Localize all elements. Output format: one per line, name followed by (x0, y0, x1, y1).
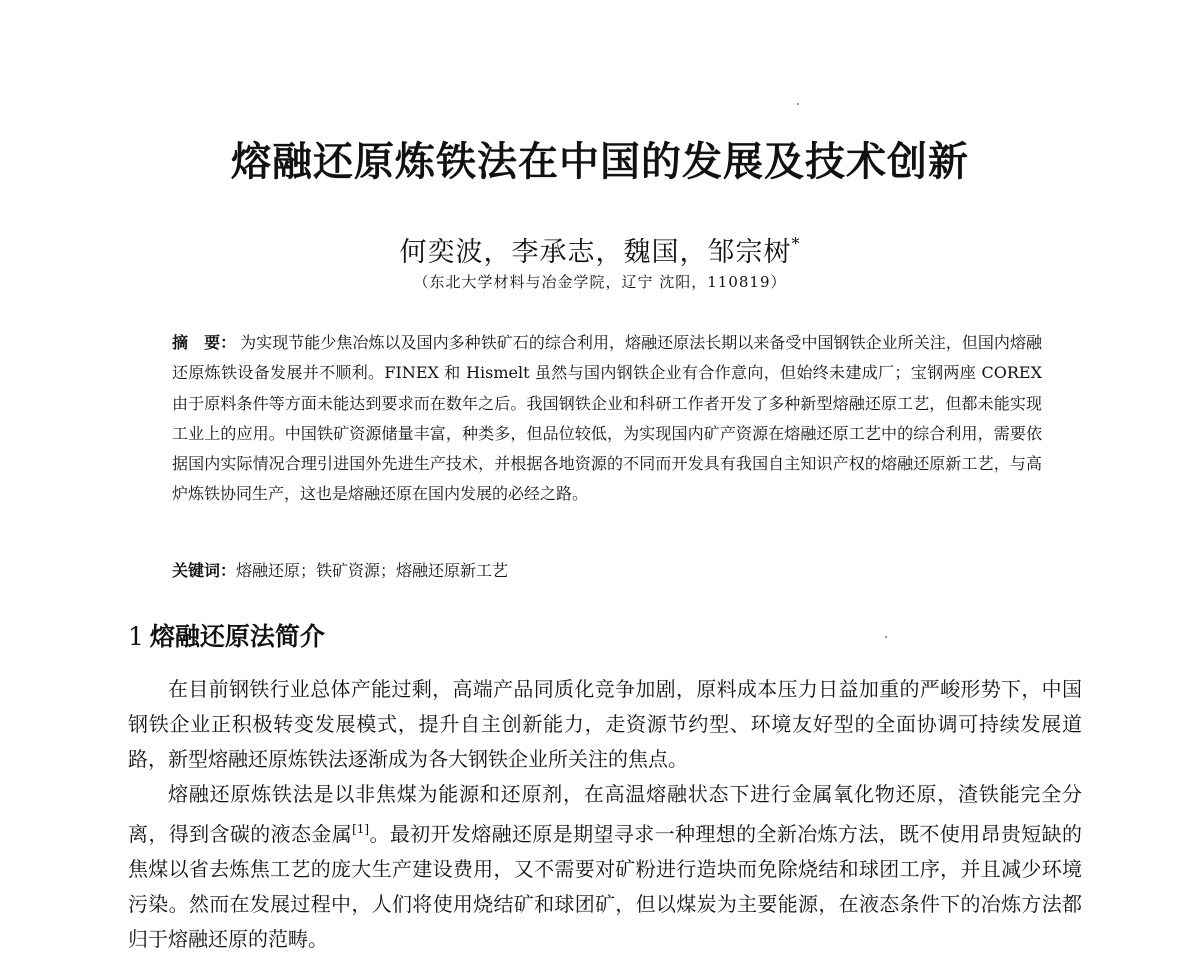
section-title: 熔融还原法简介 (149, 622, 325, 651)
paragraph-text: 熔融还原炼铁法是以非焦煤为能源和还原剂，在高温熔融状态下进行金属氧化物还原，渣铁能完全分离，得到含碳的液态金属 (128, 782, 1082, 846)
body-paragraph (128, 777, 1082, 957)
citation-ref[interactable]: [1] (352, 822, 370, 836)
body-paragraph: 在目前钢铁行业总体产能过剩，高端产品同质化竞争加剧，原料成本压力日益加重的严峻形势下，中国钢铁企业正积极转变发展模式，提升自主创新能力，走资源节约型、环境友好型的全面协调可持续发展道路，新型熔融还原炼铁法逐渐成为各大钢铁企业所关注的焦点。 (128, 677, 1082, 771)
author-affiliation: （东北大学材料与冶金学院，辽宁 沈阳，110819） (413, 273, 787, 291)
keywords (172, 556, 1042, 586)
scan-speck (885, 636, 887, 638)
keywords-label: 关键词： (172, 561, 237, 580)
section-number: 1 (128, 622, 144, 651)
scan-speck (797, 103, 799, 105)
author-list (0, 224, 1200, 273)
section-heading (128, 615, 325, 659)
paper-title: 熔融还原炼铁法在中国的发展及技术创新 (231, 139, 969, 185)
abstract-text: 为实现节能少焦冶炼以及国内多种铁矿石的综合利用，熔融还原法长期以来备受中国钢铁企业所关注，但国内熔融还原炼铁设备发展并不顺利。FINEX 和 Hismelt 虽然与国内钢铁企业有合作意向，但始终未建成厂；宝钢两座 COREX 由于原料条件等方面未能达到要求而在数年之后。我国钢铁企业和科研工作者开发了多种新型熔融还原工艺，但都未能实现工业上的应用。中国铁矿资源储量丰富，种类多，但品位较低，为实现国内矿产资源在熔融还原工艺中的综合利用，需要依据国内实际情况合理引进国外先进生产技术，并根据各地资源的不同而开发具有我国自主知识产权的熔融还原新工艺，与高炉炼铁协同生产，这也是熔融还原在国内发展的必经之路。 (172, 333, 1042, 504)
paragraph-text: 。最初开发熔融还原是期望寻求一种理想的全新冶炼方法，既不使用昂贵短缺的焦煤以省去炼焦工艺的庞大生产建设费用，又不需要对矿粉进行造块而免除烧结和球团工序，并且减少环境污染。然而在发展过程中，人们将使用烧结矿和球团矿，但以煤炭为主要能源，在液态条件下的冶炼方法都归于熔融还原的范畴。 (128, 822, 1083, 951)
abstract-label: 摘 要： (172, 333, 237, 352)
keywords-text: 熔融还原；铁矿资源；熔融还原新工艺 (236, 561, 509, 580)
author-names: 何奕波，李承志，魏国，邹宗树 (399, 237, 792, 268)
abstract (172, 328, 1042, 510)
section-body (128, 672, 1082, 957)
corresponding-author-mark: * (791, 234, 801, 253)
